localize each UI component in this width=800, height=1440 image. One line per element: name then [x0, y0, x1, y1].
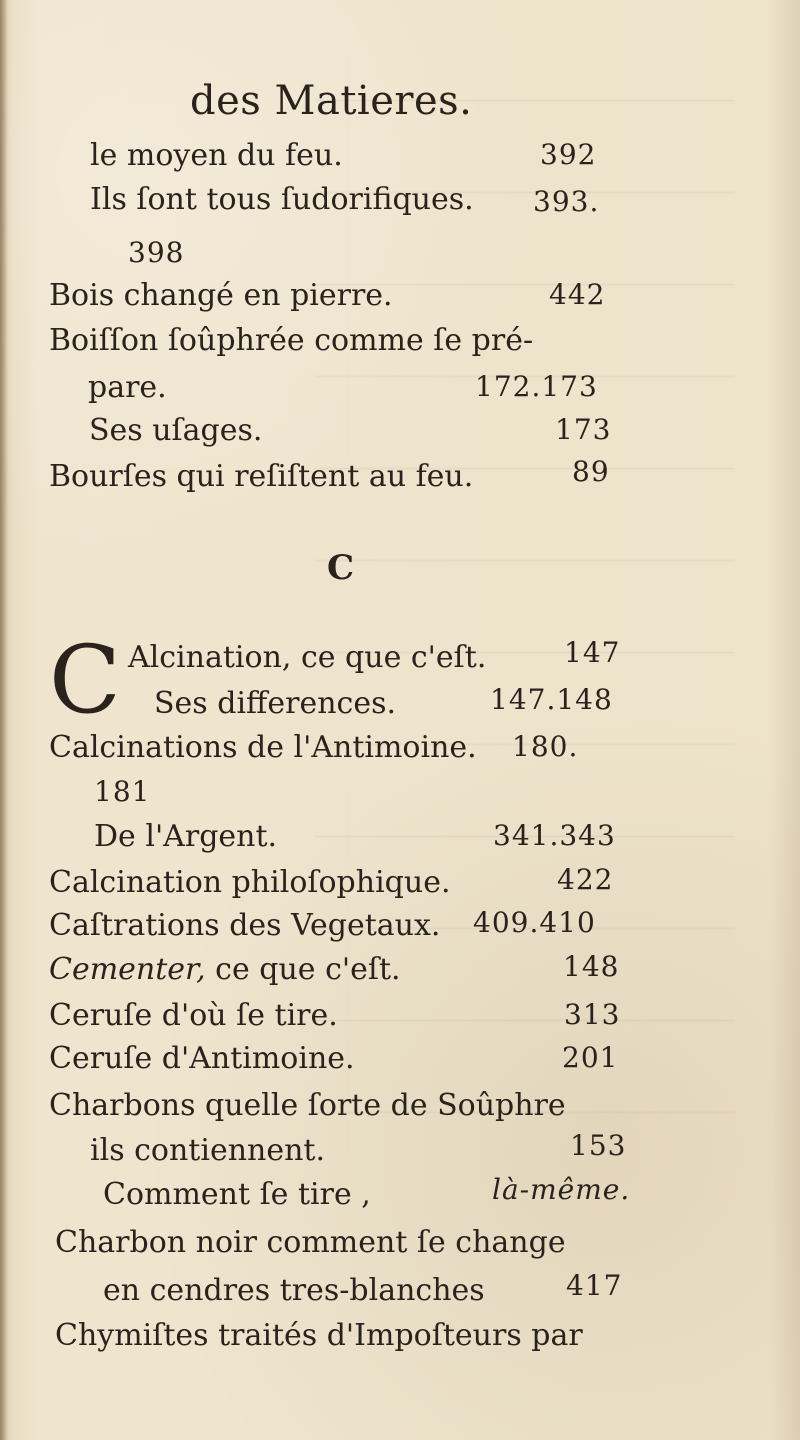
entry-text: Ses uſages.	[89, 413, 263, 448]
entry-page-number: 398	[128, 236, 185, 269]
entry-text: en cendres tres-blanches	[103, 1273, 485, 1308]
page-edge-shadow	[0, 0, 8, 1440]
entry-text: Boiſſon ſoûphrée comme ſe pré-	[49, 323, 534, 358]
entry-text: Ceruſe d'où ſe tire.	[49, 998, 338, 1033]
entry-page-number: 313	[564, 998, 621, 1031]
entry-page-number: 147.148	[490, 683, 613, 716]
entry-page-number: 422	[557, 863, 614, 896]
entry-text-line	[49, 952, 401, 987]
entry-page-number: 442	[549, 278, 606, 311]
entry-page-number: 417	[566, 1269, 623, 1302]
entry-text: Comment ſe tire ,	[103, 1177, 371, 1212]
entry-text: Charbons quelle ſorte de Soûphre	[49, 1088, 566, 1123]
entry-italic-term: Cementer,	[49, 952, 206, 987]
entry-text: Chymiſtes traités d'Impoſteurs par	[55, 1318, 583, 1353]
entry-page-number: 341.343	[493, 819, 616, 852]
entry-page-number: 181	[94, 775, 151, 808]
entry-text: Calcinations de l'Antimoine.	[49, 730, 477, 765]
entry-page-reference: là-même.	[492, 1173, 631, 1206]
bleed-through-texture	[315, 55, 735, 1155]
entry-text: ils contiennent.	[90, 1133, 326, 1168]
page-header: des Matieres.	[190, 78, 473, 124]
entry-text: Bourſes qui reſiſtent au feu.	[49, 459, 474, 494]
entry-text: Calcination philoſophique.	[49, 865, 451, 900]
entry-page-number: 89	[572, 455, 610, 488]
entry-text: pare.	[88, 370, 167, 405]
entry-page-number: 393.	[533, 185, 600, 218]
entry-page-number: 172.173	[475, 370, 598, 403]
entry-page-number: 153	[570, 1129, 627, 1162]
drop-capital: C	[49, 626, 121, 735]
entry-text: De l'Argent.	[94, 819, 278, 854]
entry-page-number: 147	[564, 636, 621, 669]
entry-text: ce que c'eſt.	[205, 952, 401, 987]
entry-text: Alcination, ce que c'eſt.	[128, 640, 487, 675]
entry-text: Charbon noir comment ſe change	[55, 1225, 566, 1260]
entry-page-number: 409.410	[473, 906, 596, 939]
entry-text: Bois changé en pierre.	[49, 278, 393, 313]
entry-text: Ses differences.	[154, 686, 397, 721]
entry-page-number: 392	[540, 138, 597, 171]
entry-text: Ils ſont tous ſudorifiques.	[90, 182, 474, 217]
entry-text: le moyen du feu.	[90, 138, 343, 173]
entry-page-number: 180.	[512, 730, 579, 763]
entry-text: Ceruſe d'Antimoine.	[49, 1041, 355, 1076]
entry-text: Caſtrations des Vegetaux.	[49, 908, 441, 943]
section-heading: C	[327, 548, 355, 588]
entry-page-number: 201	[562, 1041, 619, 1074]
entry-page-number: 148	[563, 950, 620, 983]
entry-page-number: 173	[555, 413, 612, 446]
